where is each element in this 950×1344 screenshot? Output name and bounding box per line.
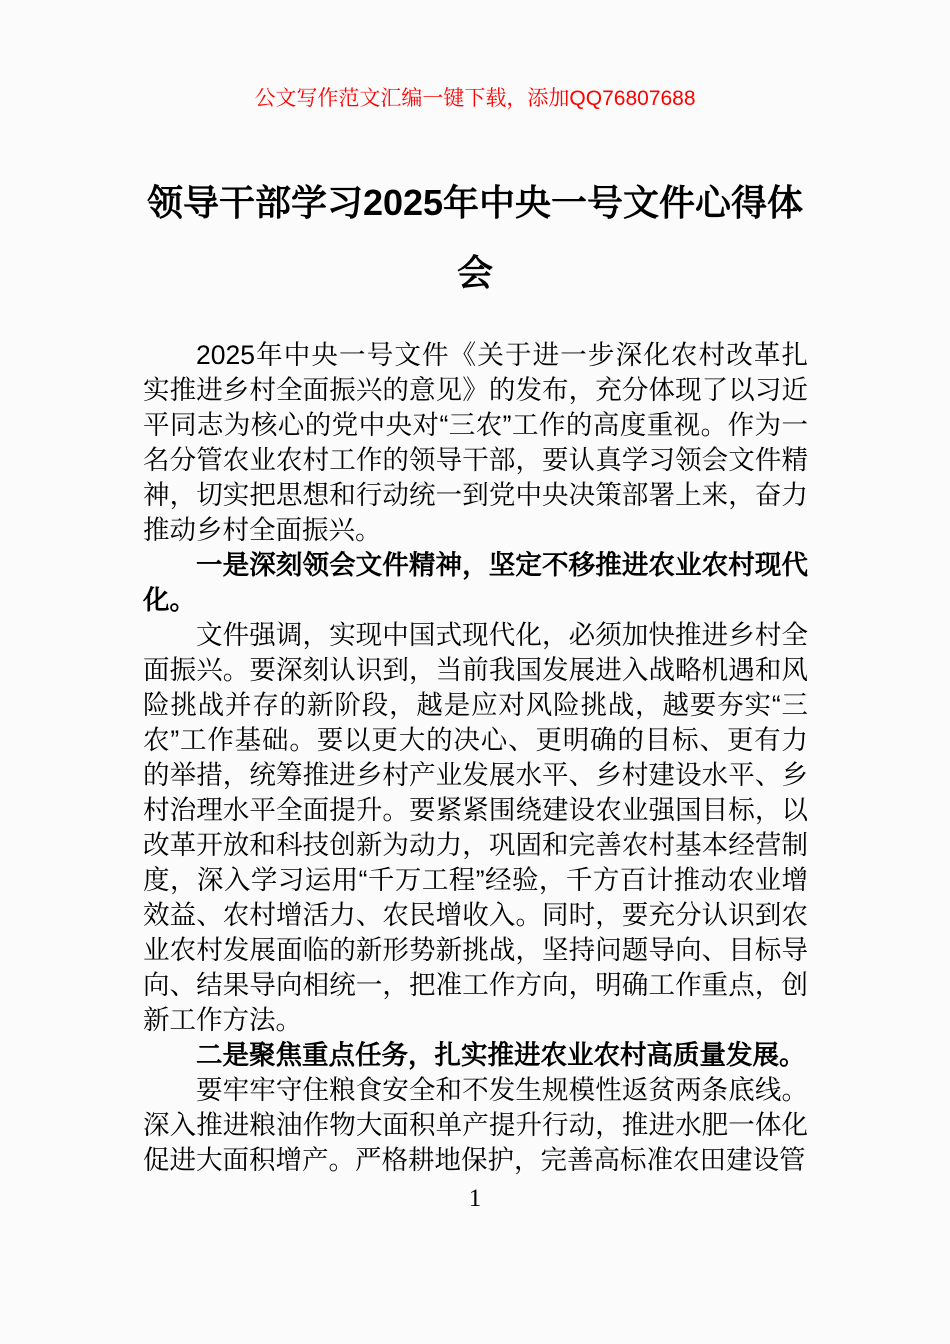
document-title: 领导干部学习2025年中央一号文件心得体会: [146, 182, 804, 293]
body-paragraph: 2025年中央一号文件《关于进一步深化农村改革扎实推进乡村全面振兴的意见》的发布，充分体现了以习近平同志为核心的党中央对“三农”工作的高度重视。作为一名分管农业农村工作的领导干部，要认真学习领会文件精神，切实把思想和行动统一到党中央决策部署上来，奋力推动乡村全面振兴。: [143, 340, 808, 545]
header-notice: 公文写作范文汇编一键下载，添加QQ76807688: [254, 87, 696, 110]
body-paragraph: 要牢牢守住粮食安全和不发生规模性返贫两条底线。深入推进粮油作物大面积单产提升行动，推进水肥一体化促进大面积增产。严格耕地保护，完善高标准农田建设管: [143, 1075, 808, 1175]
page-number: 1: [468, 1185, 482, 1212]
document-body: [143, 338, 808, 1178]
section-heading: 二是聚焦重点任务，扎实推进农业农村高质量发展。: [196, 1040, 806, 1070]
section-heading: 一是深刻领会文件精神，坚定不移推进农业农村现代化。: [143, 550, 808, 615]
body-paragraph: 文件强调，实现中国式现代化，必须加快推进乡村全面振兴。要深刻认识到，当前我国发展进入战略机遇和风险挑战并存的新阶段，越是应对风险挑战，越要夯实“三农”工作基础。要以更大的决心、更明确的目标、更有力的举措，统筹推进乡村产业发展水平、乡村建设水平、乡村治理水平全面提升。要紧紧围绕建设农业强国目标，以改革开放和科技创新为动力，巩固和完善农村基本经营制度，深入学习运用“千万工程”经验，千方百计推动农业增效益、农村增活力、农民增收入。同时，要充分认识到农业农村发展面临的新形势新挑战，坚持问题导向、目标导向、结果导向相统一，把准工作方向，明确工作重点，创新工作方法。: [143, 620, 808, 1035]
